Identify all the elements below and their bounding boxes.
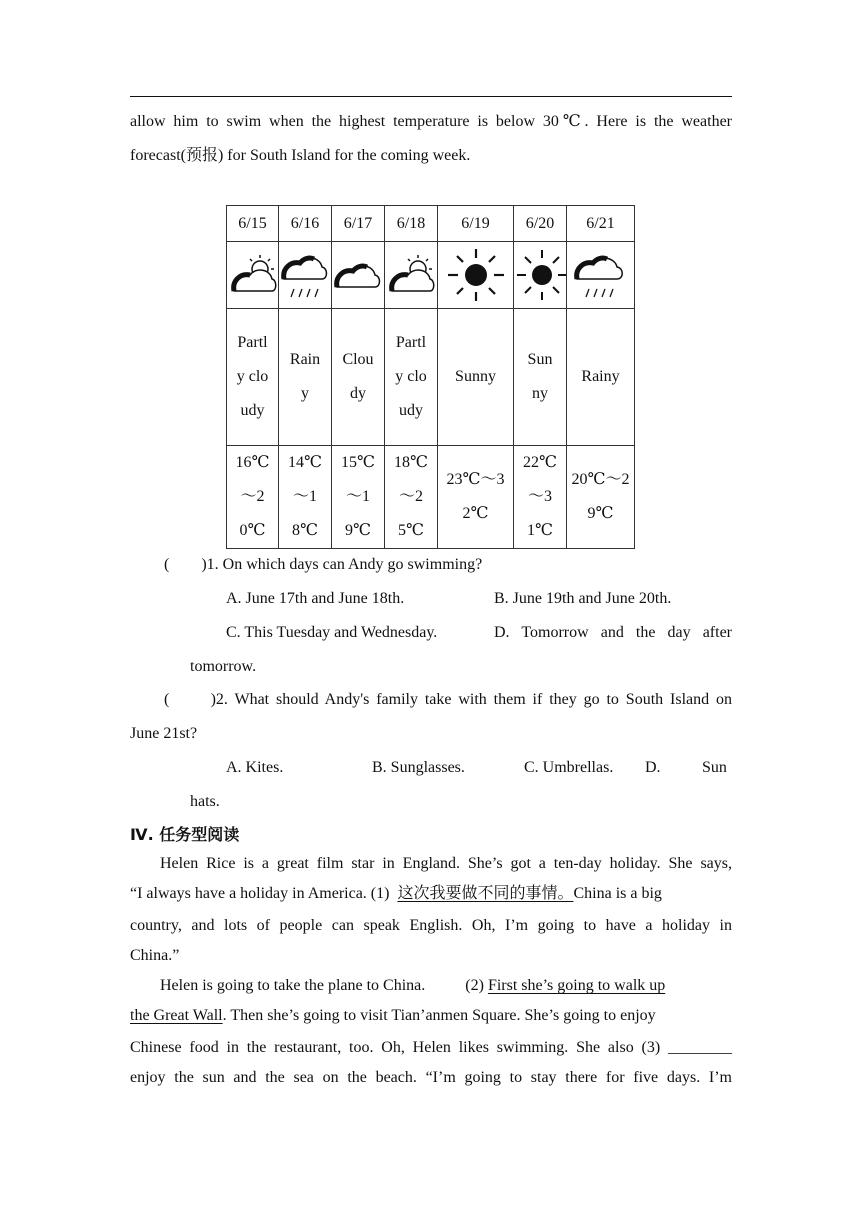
q2-option-b: B. Sunglasses. (372, 759, 465, 776)
weather-cell: Sunny (438, 309, 514, 446)
icon-cell (332, 242, 385, 309)
intro-line-1: allow him to swim when the highest temperature is below 30℃. Here is the weather (130, 113, 732, 130)
passage-p2-line-1: Helen is going to take the plane to China. (2) First she’s going to walk up (160, 977, 666, 994)
q2-option-d: D. (645, 759, 661, 776)
icon-cell (279, 242, 332, 309)
q2-option-c: C. Umbrellas. (524, 759, 614, 776)
icon-cell (385, 242, 438, 309)
intro-line-2: forecast(预报) for South Island for the coming week. (130, 147, 471, 164)
partly-cloudy-icon (386, 247, 436, 303)
temp-cell: 15℃～19℃ (332, 446, 385, 549)
question-1-prompt: ( )1. On which days can Andy go swimming? (164, 556, 483, 573)
weather-cell: Partly cloudy (227, 309, 279, 446)
cloudy-icon (333, 247, 383, 303)
passage-p2-line-2: the Great Wall. Then she’s going to visit Tian’anmen Square. She’s going to enjoy (130, 1007, 656, 1024)
passage-p2-line-4: enjoy the sun and the sea on the beach. “I’m going to stay there for five days. I’m (130, 1069, 732, 1086)
date-cell: 6/17 (332, 206, 385, 242)
temp-cell: 18℃～25℃ (385, 446, 438, 549)
date-cell: 6/20 (514, 206, 567, 242)
weather-cell: Partly cloudy (385, 309, 438, 446)
passage-p1-line-1: Helen Rice is a great film star in England. She’s got a ten-day holiday. She says, (160, 855, 732, 872)
section-heading: Ⅳ. 任务型阅读 (130, 825, 240, 844)
weather-forecast-table (226, 205, 635, 549)
passage-p1-line-2: “I always have a holiday in America. (1) 这次我要做不同的事情。China is a big (130, 885, 662, 902)
q1-option-a: A. June 17th and June 18th. (226, 590, 405, 607)
weather-cell: Sunny (514, 309, 567, 446)
question-2-prompt: ( )2. What should Andy's family take with them if they go to South Island on (164, 691, 732, 708)
date-cell: 6/21 (567, 206, 635, 242)
sunny-icon (514, 245, 566, 305)
icon-cell (438, 242, 514, 309)
q2-option-d-word: Sun (702, 759, 727, 776)
weather-cell: Rainy (279, 309, 332, 446)
rainy-icon (571, 247, 631, 303)
blank-2-underlined: First she’s going to walk up (487, 977, 666, 994)
date-cell: 6/15 (227, 206, 279, 242)
date-cell: 6/16 (279, 206, 332, 242)
passage-p1-line-4: China.” (130, 947, 180, 964)
q2-option-d-cont: hats. (190, 793, 220, 810)
temp-cell: 14℃～18℃ (279, 446, 332, 549)
temp-cell: 23℃～32℃ (438, 446, 514, 549)
blank-1-underlined: 这次我要做不同的事情。 (397, 885, 574, 902)
temp-cell: 20℃～29℃ (567, 446, 635, 549)
temp-cell: 16℃～20℃ (227, 446, 279, 549)
icon-cell (514, 242, 567, 309)
date-cell: 6/19 (438, 206, 514, 242)
q2-option-a: A. Kites. (226, 759, 284, 776)
icon-cell (567, 242, 635, 309)
q1-option-b: B. June 19th and June 20th. (494, 590, 672, 607)
rainy-icon (280, 247, 330, 303)
weather-cell: Rainy (567, 309, 635, 446)
date-cell: 6/18 (385, 206, 438, 242)
icon-cell (227, 242, 279, 309)
q1-option-d-cont: tomorrow. (190, 658, 257, 675)
passage-p1-line-3: country, and lots of people can speak English. Oh, I’m going to have a holiday in (130, 917, 732, 934)
partly-cloudy-icon (228, 247, 278, 303)
sunny-icon (444, 245, 508, 305)
q1-option-d: D. Tomorrow and the day after (494, 624, 732, 641)
weather-cell: Cloudy (332, 309, 385, 446)
passage-p2-line-3: Chinese food in the restaurant, too. Oh, Helen likes swimming. She also (3) ________ (130, 1039, 732, 1056)
question-2-prompt-cont: June 21st? (130, 725, 198, 742)
q1-option-c: C. This Tuesday and Wednesday. (226, 624, 438, 641)
temp-cell: 22℃～31℃ (514, 446, 567, 549)
top-rule (130, 96, 732, 97)
blank-2-underlined-cont: the Great Wall (130, 1007, 223, 1024)
